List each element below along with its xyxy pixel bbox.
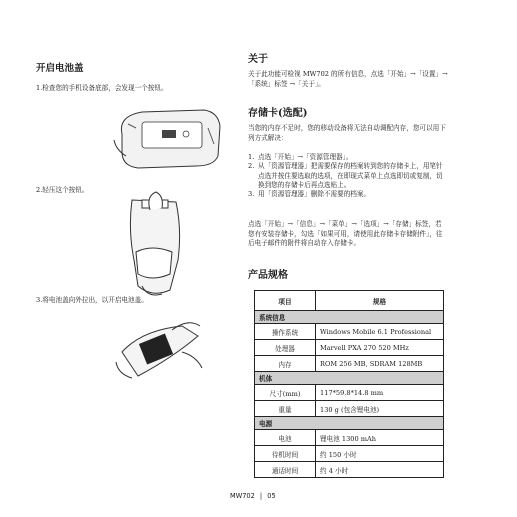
storage-steps-list: [248, 153, 448, 199]
page-footer: [230, 492, 276, 500]
spec-header-row: [255, 291, 444, 311]
spec-table: [254, 290, 444, 478]
spec-row: 处理器 Marvell PXA 270 520 MHz: [255, 340, 444, 356]
spec-category-row: 系统信息: [255, 311, 444, 324]
step-1-text: 1.检查您的手机设备底部，会发现一个按钮。: [36, 84, 168, 92]
storage-outro: 点选「开始」→「信息」→「菜单」→「选项」→「存储」标签，若您有安装存储卡，勾选「如果可用，请使用此存储卡存储附件」，往后电子邮件的附件将自动存入存储卡。: [248, 220, 443, 247]
remove-cover-illustration: [112, 312, 208, 384]
section-heading-storage: 存储卡(选配): [248, 108, 308, 119]
section-heading-about: 关于: [248, 54, 268, 65]
section-heading-battery-cover: 开启电池盖: [36, 63, 84, 74]
spec-category-row: 电源: [255, 417, 444, 430]
spec-row: 内存 ROM 256 MB, SDRAM 128MB: [255, 356, 444, 372]
footer-page-number: 05: [267, 492, 276, 500]
storage-step-item: 3. 用「资源管理器」删除不需要的档案。: [248, 190, 371, 199]
storage-step-item: 2. 从「资源管理器」把需要保存的档案转到您的存储卡上，用笔针点选并按住要选取的选项，在即现式菜单上点选即切或复制，切换到您的存储卡后再点选贴上。: [248, 162, 443, 189]
footer-model: MW702: [230, 492, 255, 500]
spec-row: 通话时间 约 4 小时: [255, 462, 444, 478]
spec-row: 电池 锂电池 1300 mAh: [255, 430, 444, 446]
press-button-illustration: [112, 190, 202, 300]
step-2-text: 2.轻压这个按钮。: [36, 186, 89, 194]
spec-row: 操作系统 Windows Mobile 6.1 Professional: [255, 324, 444, 340]
spec-category-row: 机体: [255, 372, 444, 385]
spec-col-spec: 规格: [316, 291, 444, 311]
spec-col-item: 项目: [255, 291, 316, 311]
footer-separator: |: [259, 492, 263, 500]
about-text: 关于此功能可检视 MW702 的所有信息，点选「开始」→「设置」→「系统」标签 →「关于」。: [248, 70, 448, 88]
spec-row: 待机时间 约 150 小时: [255, 446, 444, 462]
spec-row: 尺寸(mm) 117*59.8*14.8 mm: [255, 385, 444, 401]
storage-step-item: 1. 点选「开始」→「资源管理器」。: [248, 153, 353, 161]
section-heading-specs: 产品规格: [248, 270, 288, 281]
step-3-text: 3.将电池盖向外拉出，以开启电池盖。: [36, 296, 148, 304]
device-bottom-illustration: [108, 104, 226, 174]
spec-row: 重量 130 g (包含锂电池): [255, 401, 444, 417]
storage-intro: 当您的内存不足时，您的移动设备将无法自动调配内存，您可以用下列方式解决：: [248, 124, 446, 142]
